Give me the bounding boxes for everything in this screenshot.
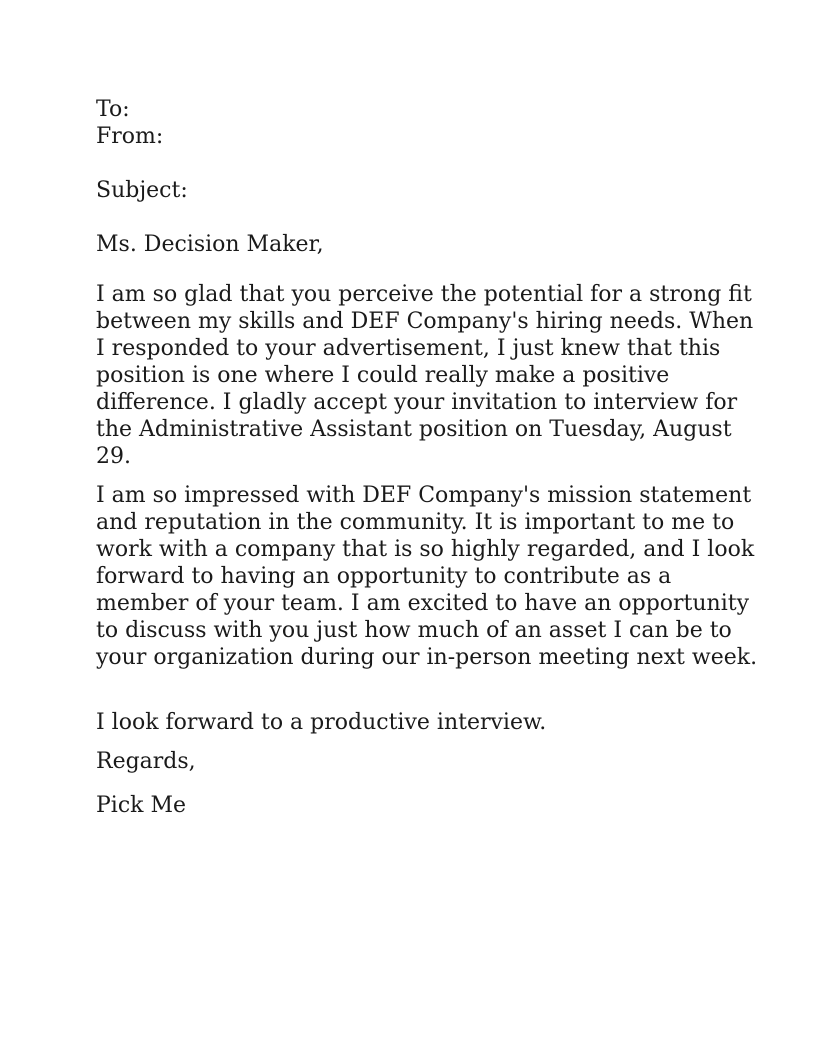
- body-paragraph-2: [96, 482, 758, 671]
- paragraph-line: the Administrative Assistant position on Tuesday, August: [96, 417, 732, 442]
- paragraph-line: your organization during our in-person meeting next week.: [96, 645, 758, 670]
- paragraph-line: and reputation in the community. It is important to me to: [96, 510, 735, 535]
- closing-line: I look forward to a productive interview.: [96, 710, 547, 735]
- paragraph-line: 29.: [96, 444, 131, 469]
- subject-label: Subject:: [96, 178, 188, 203]
- body-paragraph-1: [96, 281, 754, 470]
- to-label: To:: [96, 97, 130, 122]
- paragraph-line: between my skills and DEF Company's hiring needs. When: [96, 309, 754, 334]
- from-label: From:: [96, 124, 164, 149]
- paragraph-line: I am so glad that you perceive the potential for a strong fit: [96, 282, 752, 307]
- paragraph-line: difference. I gladly accept your invitation to interview for: [96, 390, 738, 415]
- paragraph-line: forward to having an opportunity to contribute as a: [96, 564, 672, 589]
- letter-page: [96, 96, 758, 819]
- signature-name: Pick Me: [96, 793, 187, 818]
- paragraph-line: work with a company that is so highly regarded, and I look: [96, 537, 755, 562]
- sign-off: Regards,: [96, 749, 196, 774]
- paragraph-line: member of your team. I am excited to have an opportunity: [96, 591, 750, 616]
- paragraph-line: to discuss with you just how much of an asset I can be to: [96, 618, 732, 643]
- paragraph-line: I responded to your advertisement, I just knew that this: [96, 336, 721, 361]
- paragraph-line: I am so impressed with DEF Company's mission statement: [96, 483, 752, 508]
- salutation: Ms. Decision Maker,: [96, 232, 324, 257]
- paragraph-line: position is one where I could really make a positive: [96, 363, 670, 388]
